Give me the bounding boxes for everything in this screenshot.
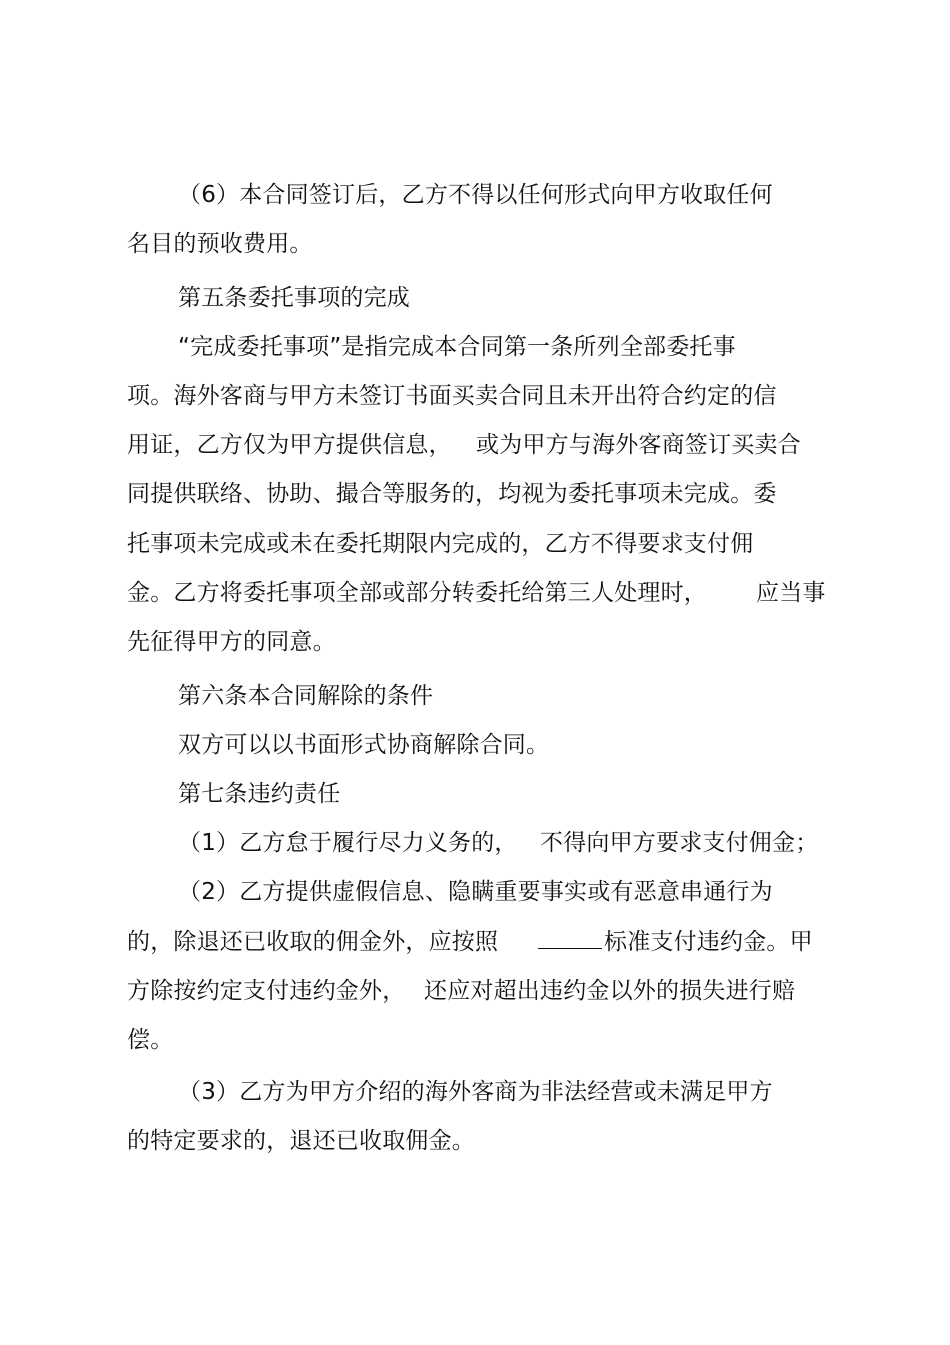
article-5-para-line-5: 托事项未完成或未在委托期限内完成的，乙方不得要求支付佣 — [127, 531, 754, 557]
clause-7-2-line-4: 偿。 — [127, 1027, 174, 1053]
article-5-para-line-4: 同提供联络、协助、撮合等服务的，均视为委托事项未完成。委 — [127, 481, 777, 507]
article-5-para-line-6b: 应当事 — [756, 580, 826, 606]
article-5-para-line-6a: 金。乙方将委托事项全部或部分转委托给第三人处理时， — [127, 580, 707, 606]
clause-4-6-line-2: 名目的预收费用。 — [127, 231, 313, 257]
clause-7-2-line-2b-text: 标准支付违约金。甲 — [604, 929, 813, 955]
clause-7-2-line-3a: 方除按约定支付违约金外， — [127, 978, 406, 1004]
fill-in-blank — [538, 928, 602, 949]
article-6-para: 双方可以以书面形式协商解除合同。 — [178, 732, 550, 758]
clause-7-3-line-2: 的特定要求的，退还已收取佣金。 — [127, 1128, 475, 1154]
clause-7-2-line-1: （2）乙方提供虚假信息、隐瞒重要事实或有恶意串通行为 — [178, 879, 773, 905]
clause-4-6-line-1: （6）本合同签订后，乙方不得以任何形式向甲方收取任何 — [178, 182, 773, 208]
article-7-heading: 第七条违约责任 — [178, 781, 341, 807]
clause-7-1-line-1a: （1）乙方怠于履行尽力义务的， — [178, 830, 518, 856]
article-5-para-line-2: 项。海外客商与甲方未签订书面买卖合同且未开出符合约定的信 — [127, 383, 777, 409]
clause-7-2-line-2a: 的，除退还已收取的佣金外，应按照 — [127, 929, 499, 955]
article-6-heading: 第六条本合同解除的条件 — [178, 683, 434, 709]
clause-7-2-line-2b — [538, 927, 813, 957]
article-5-para-line-3b: 或为甲方与海外客商签订买卖合 — [476, 432, 801, 458]
clause-7-2-line-3b: 还应对超出违约金以外的损失进行赔 — [424, 978, 796, 1004]
article-5-para-line-1: “完成委托事项”是指完成本合同第一条所列全部委托事 — [178, 334, 736, 360]
article-5-heading: 第五条委托事项的完成 — [178, 285, 410, 311]
article-5-para-line-7: 先征得甲方的同意。 — [127, 629, 336, 655]
article-5-para-line-3a: 用证，乙方仅为甲方提供信息， — [127, 432, 452, 458]
clause-7-3-line-1: （3）乙方为甲方介绍的海外客商为非法经营或未满足甲方 — [178, 1079, 773, 1105]
clause-7-1-line-1b: 不得向甲方要求支付佣金； — [540, 830, 819, 856]
